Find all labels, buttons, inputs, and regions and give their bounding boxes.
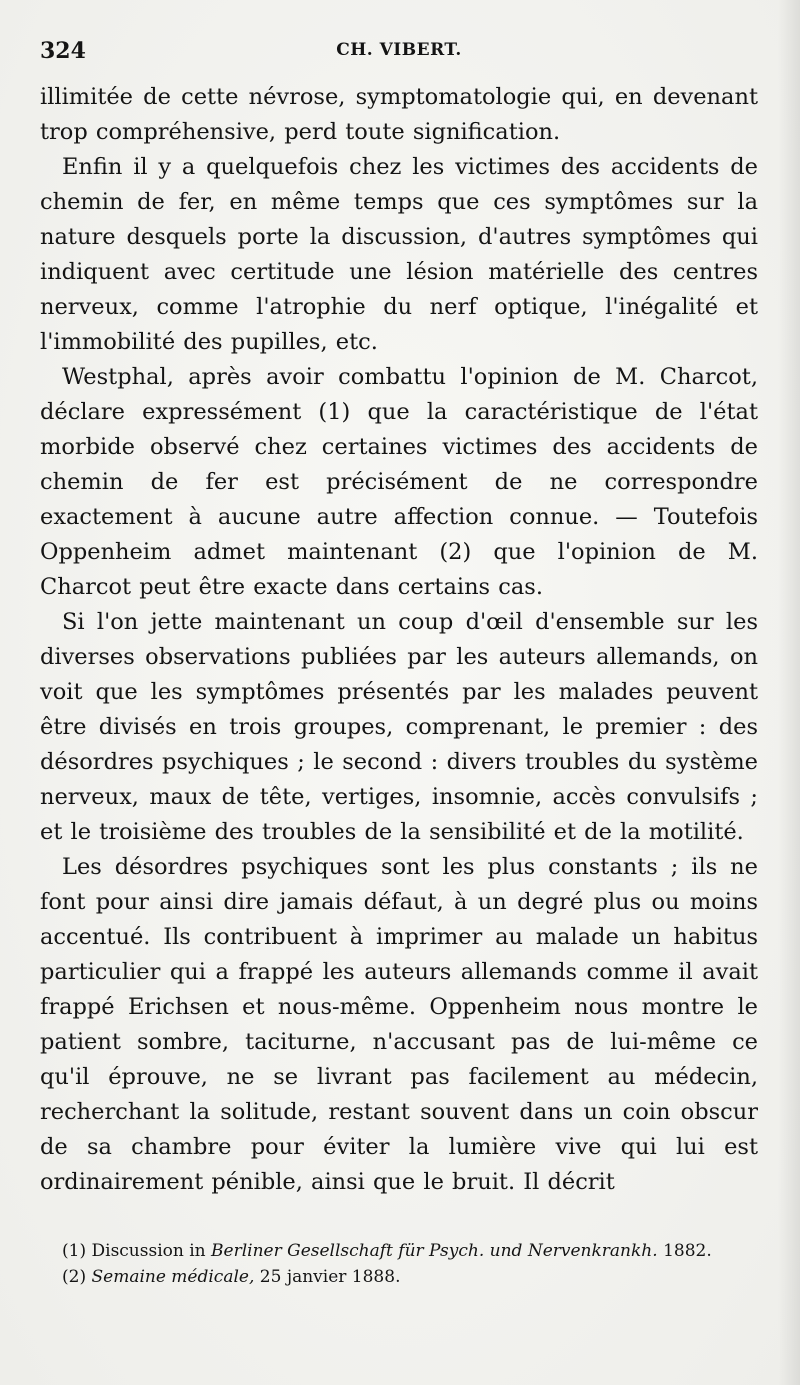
footnote-date: 25 janvier 1888.: [259, 1267, 401, 1287]
footnote-2: [40, 1264, 758, 1290]
paragraph: Les désordres psychiques sont les plus constants ; ils ne font pour ainsi dire jamais défaut, à un degré plus ou moins accentué. Ils contribuent à imprimer au malade un habitus particulier qui a frappé les auteurs allemands comme il avait frappé Erichsen et nous-même. Oppenheim nous montre le patient sombre, taciturne, n'accusant pas de lui-même ce qu'il éprouve, ne se livrant pas facilement au médecin, recherchant la solitude, restant souvent dans un coin obscur de sa chambre pour éviter la lumière vive qui lui est ordinairement pénible, ainsi que le bruit. Il décrit: [40, 854, 758, 1195]
footnote-citation: Berliner Gesellschaft für Psych. und Nervenkrankh.: [211, 1241, 658, 1261]
running-head: CH. VIBERT.: [336, 40, 462, 60]
paragraph: Enfin il y a quelquefois chez les victimes des accidents de chemin de fer, en même temps que ces symptômes sur la nature desquels porte la discussion, d'autres symptômes qui indiquent avec certitude une lésion matérielle des centres nerveux, comme l'atrophie du nerf optique, l'inégalité et l'immobilité des pupilles, etc.: [40, 154, 758, 355]
footnote-marker: (1): [62, 1241, 87, 1261]
paragraph: Westphal, après avoir combattu l'opinion de M. Charcot, déclare expressément (1) que la caractéristique de l'état morbide observé chez certaines victimes des accidents de chemin de fer est précisément de ne correspondre exactement à aucune autre affection connue. — Toutefois Oppenheim admet maintenant (2) que l'opinion de M. Charcot peut être exacte dans certains cas.: [40, 364, 758, 600]
footnote-marker: (2): [62, 1267, 87, 1287]
footnote-1: [40, 1238, 758, 1264]
footnote-year: 1882.: [663, 1241, 712, 1261]
page-number: 324: [40, 38, 86, 64]
footnote-citation: Semaine médicale,: [91, 1267, 255, 1287]
page-header: [40, 30, 758, 72]
body-text: [40, 80, 758, 1200]
paragraph-continued: illimitée de cette névrose, symptomatologie qui, en devenant trop compréhensive, perd toute signification.: [40, 84, 758, 145]
footnotes: [40, 1238, 758, 1290]
paragraph: Si l'on jette maintenant un coup d'œil d'ensemble sur les diverses observations publiées par les auteurs allemands, on voit que les symptômes présentés par les malades peuvent être divisés en trois groupes, comprenant, le premier : des désordres psychiques ; le second : divers troubles du système nerveux, maux de tête, vertiges, insomnie, accès convulsifs ; et le troisième des troubles de la sensibilité et de la motilité.: [40, 609, 758, 845]
footnote-text: Discussion in: [91, 1241, 206, 1261]
page-edge-shadow: [778, 0, 800, 1385]
